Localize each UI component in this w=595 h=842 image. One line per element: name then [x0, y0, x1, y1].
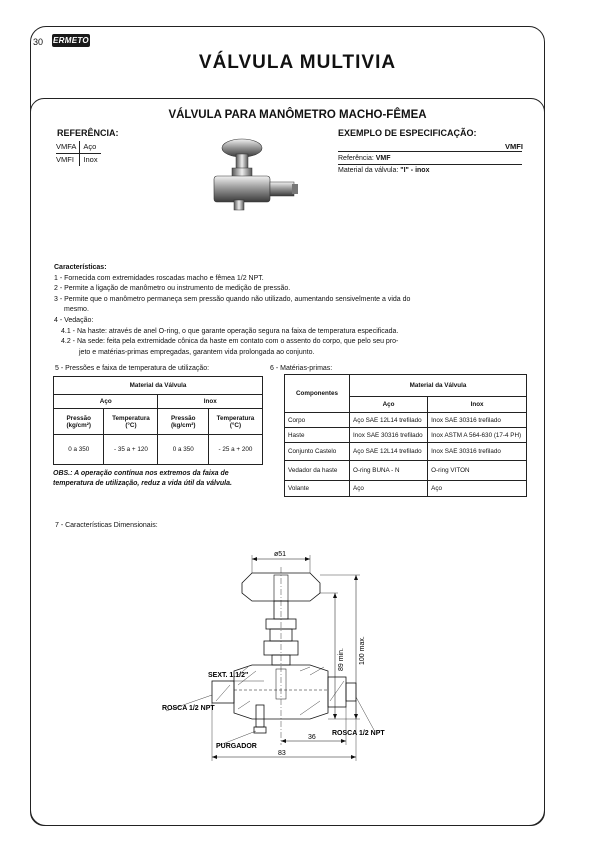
valve-photo: [196, 134, 326, 216]
t6-material-header: Material da Válvula: [350, 375, 527, 397]
dim-83: 83: [278, 750, 286, 757]
exemplo-referencia: [338, 155, 391, 162]
table-row: [285, 443, 527, 461]
caracteristica-item: jeto e matérias-primas empregadas, garantem vida prolongada ao conjunto.: [79, 348, 315, 356]
t6-col-inox: Inox: [428, 397, 527, 413]
referencia-table: [56, 141, 101, 166]
table-row: [285, 481, 527, 497]
t6-inox: O-ring VITON: [428, 461, 527, 481]
caracteristica-item: 1 - Fornecida com extremidades roscadas macho e fêmea 1/2 NPT.: [54, 274, 264, 282]
t6-componente: Conjunto Castelo: [285, 443, 350, 461]
t6-aco: O-ring BUNA - N: [350, 461, 428, 481]
t6-col-aco: Aço: [350, 397, 428, 413]
dim-89-min: 89 min.: [338, 648, 345, 671]
t5-value: - 25 a + 200: [208, 435, 262, 465]
t5-col-pressao: Pressão (kg/cm²): [54, 409, 104, 435]
section5-heading: 5 - Pressões e faixa de temperatura de utilização:: [55, 365, 210, 372]
t6-aco: Inox SAE 30316 trefilado: [350, 428, 428, 443]
caracteristica-item: 3 - Permite que o manômetro permaneça sem pressão quando não utilizado, aumentando sensivelmente a vida do: [54, 295, 411, 303]
section7-heading: 7 - Características Dimensionais:: [55, 522, 158, 529]
dim-100-max: 100 max.: [359, 636, 366, 665]
exemplo-value: VMF: [375, 155, 391, 162]
dimensional-drawing: [160, 545, 400, 775]
materials-table: [284, 374, 527, 497]
caracteristicas-block: [54, 263, 474, 358]
caracteristica-item: 4.1 - Na haste: através de anel O-ring, o que garante operação segura na faixa de temperatura especificada.: [61, 327, 399, 335]
exemplo-label: Material da válvula:: [338, 167, 401, 174]
t6-inox: Inox ASTM A 564-630 (17-4 PH): [428, 428, 527, 443]
exemplo-divider: [338, 151, 522, 152]
t6-componente: Corpo: [285, 413, 350, 428]
caracteristica-item: 4.2 - Na sede: feita pela extremidade cônica da haste em contato com o assento do corpo, que pelo seu pro-: [61, 338, 399, 346]
t5-col-pressao: Pressão (kg/cm²): [158, 409, 208, 435]
table-row: [285, 428, 527, 443]
caracteristica-item: 4 - Vedação:: [54, 316, 94, 324]
referencia-material: Aço: [80, 141, 101, 154]
referencia-row: [56, 154, 101, 167]
t5-col-temperatura: Temperatura (°C): [208, 409, 262, 435]
table-row: [285, 461, 527, 481]
dim-sext: SEXT. 1.1/2": [208, 672, 249, 679]
exemplo-value: "I" - inox: [400, 167, 430, 174]
exemplo-label: Referência:: [338, 155, 376, 162]
caracteristicas-heading: Características:: [54, 264, 107, 271]
dim-rosca-right: ROSCA 1/2 NPT: [332, 730, 385, 737]
t5-group-aco: Aço: [54, 395, 158, 409]
exemplo-code: VMFI: [505, 142, 523, 151]
brand-logo: ERMETO: [53, 36, 89, 45]
t5-group-inox: Inox: [158, 395, 263, 409]
t5-material-header: Material da Válvula: [54, 377, 263, 395]
t6-aco: Aço SAE 12L14 trefilado: [350, 443, 428, 461]
t6-aco: Aço SAE 12L14 trefilado: [350, 413, 428, 428]
pressure-temperature-table: [53, 376, 263, 465]
t6-inox: Inox SAE 30316 trefilado: [428, 443, 527, 461]
dim-purgador: PURGADOR: [216, 743, 257, 750]
exemplo-divider: [338, 164, 522, 165]
t6-componente: Haste: [285, 428, 350, 443]
section-subtitle: VÁLVULA PARA MANÔMETRO MACHO-FÊMEA: [168, 109, 427, 121]
t6-inox: Aço: [428, 481, 527, 497]
page-number: 30: [33, 37, 44, 47]
exemplo-heading: EXEMPLO DE ESPECIFICAÇÃO:: [338, 128, 477, 138]
referencia-row: [56, 141, 101, 154]
t5-value: 0 a 350: [54, 435, 104, 465]
dim-rosca-left: ROSCA 1/2 NPT: [162, 705, 215, 712]
referencia-heading: REFERÊNCIA:: [57, 128, 119, 138]
page-title: VÁLVULA MULTIVIA: [198, 52, 397, 73]
exemplo-material: [338, 167, 429, 174]
obs-note: OBS.: A operação contínua nos extremos da faixa de temperatura de utilização, reduz a vida útil da válvula.: [53, 470, 232, 487]
t6-inox: Inox SAE 30316 trefilado: [428, 413, 527, 428]
referencia-code: VMFI: [56, 154, 80, 167]
t6-col-componentes: Componentes: [285, 375, 350, 413]
referencia-code: VMFA: [56, 141, 80, 154]
t5-value: - 35 a + 120: [104, 435, 158, 465]
t5-value: 0 a 350: [158, 435, 208, 465]
caracteristica-item: 2 - Permite a ligação de manômetro ou instrumento de medição de pressão.: [54, 285, 291, 293]
section6-heading: 6 - Matérias-primas:: [270, 365, 333, 372]
caracteristica-item: mesmo.: [64, 306, 89, 314]
dim-36: 36: [308, 734, 316, 741]
t5-col-temperatura: Temperatura (°C): [104, 409, 158, 435]
dim-diameter-51: ø51: [274, 551, 287, 558]
table-row: [285, 413, 527, 428]
t6-componente: Volante: [285, 481, 350, 497]
t6-componente: Vedador da haste: [285, 461, 350, 481]
t6-aco: Aço: [350, 481, 428, 497]
referencia-material: Inox: [83, 155, 98, 164]
